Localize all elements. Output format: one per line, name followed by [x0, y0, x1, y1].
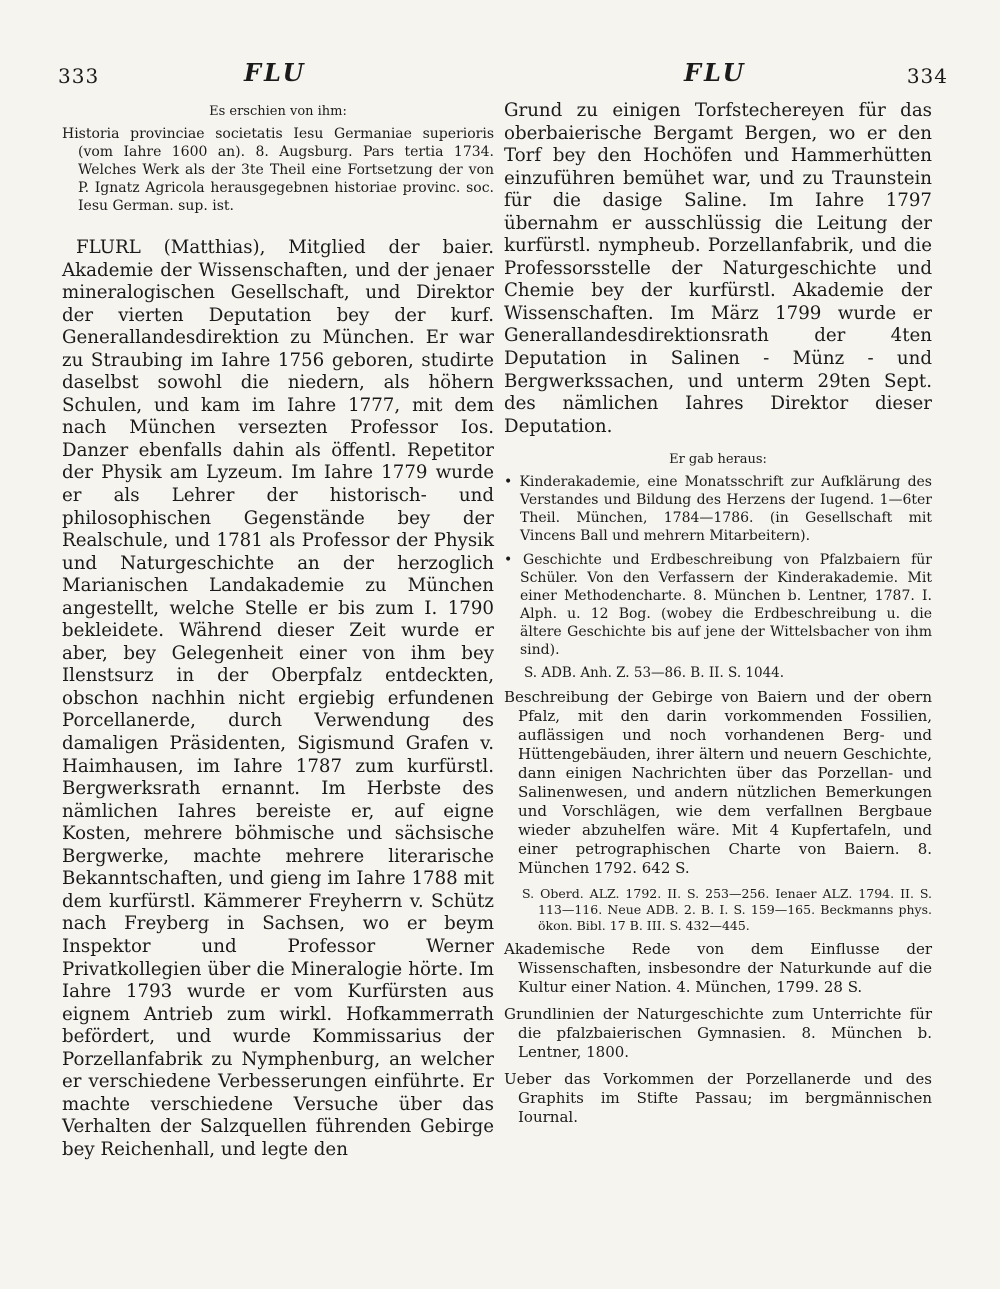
- biography-continuation: Grund zu einigen Torfstechereyen für das oberbaierische Bergamt Bergen, wo er den Torf bey den Hochöfen und Hammerhütten einzuführen bemühet war, und zu Traunstein für die dasige Saline. Im Iahre 1797 übernahm er ausschlüssig die Leitung der kurfürstl. nympheub. Porzellanfabrik, und die Professorsstelle der Naturgeschichte und Chemie bey der kurfürstl. Akademie der Wissenschaften. Im März 1799 wurde er Generallandesdirektionsrath der 4ten Deputation in Salinen - Münz - und Bergwerkssachen, und unterm 29ten Sept. des nämlichen Iahres Direktor dieser Deputation.: [504, 100, 932, 437]
- flurl-biography: FLURL (Matthias), Mitglied der baier. Akademie der Wissenschaften, und der jenaer mineralogischen Gesellschaft, und Direktor der vierten Deputation bey der kurf. Generallandesdirektion zu München. Er war zu Straubing im Iahre 1756 geboren, studirte daselbst sowohl die niedern, als höhern Schulen, und kam im Iahre 1777, mit dem nach München versezten Professor Ios. Danzer ebenfalls dahin als öffentl. Repetitor der Physik am Lyzeum. Im Iahre 1779 wurde er als Lehrer der historisch- und philosophischen Gegenstände bey der Realschule, und 1781 als Professor der Physik und Naturgeschichte an der herzoglich Marianischen Landakademie zu München angestellt, welche Stelle er bis zum I. 1790 bekleidete. Während dieser Zeit wurde er aber, bey Gelegenheit einer von ihm bey Ilenstsurz in der Oberpfalz entdeckten, obschon nachhin nicht ergiebig erfundenen Porcellanerde, durch Verwendung des damaligen Präsidenten, Sigismund Grafen v. Haimhausen, im Iahre 1787 zum kurfürstl. Bergwerksrath ernannt. Im Herbste des nämlichen Iahres bereiste er, auf eigne Kosten, mehrere böhmische und sächsische Bergwerke, machte mehrere literarische Bekanntschaften, und gieng im Iahre 1788 mit dem kurfürstl. Kämmerer Freyherrn v. Schütz nach Freyberg in Sachsen, wo er beym Inspektor und Professor Werner Privatkollegien über die Mineralogie hörte. Im Iahre 1793 wurde er vom Kurfürsten aus eignem Antrieb zum wirkl. Hofkammerrath befördert, und wurde Kommissarius der Porzellanfabrik zu Nymphenburg, an welcher er verschiedene Verbesserungen einführte. Er machte verschiedene Versuche über das Verhalten der Salzquellen führenden Gebirge bey Reichenhall, und legte den: [62, 237, 494, 1160]
- work-kinderakademie: • Kinderakademie, eine Monatsschrift zur Aufklärung des Verstandes und Bildung des Herzens der Iugend. 1—6ter Theil. München, 1784—1786. (in Gesellschaft mit Vincens Ball und mehrern Mitarbeitern).: [504, 474, 932, 545]
- left-running-head: FLU: [244, 58, 307, 87]
- right-page-number: 334: [906, 64, 948, 88]
- work-porzellanerde-graphit: Ueber das Vorkommen der Porzellanerde und des Graphits im Stifte Passau; im bergmännischen Iournal.: [504, 1070, 932, 1127]
- left-column: [62, 100, 494, 1161]
- work-akademische-rede: Akademische Rede von dem Einflusse der Wissenschaften, insbesondre der Naturkunde auf die Kultur einer Nation. 4. München, 1799. 28 S.: [504, 940, 932, 997]
- reference-reviews: S. Oberd. ALZ. 1792. II. S. 253—256. Ienaer ALZ. 1794. II. S. 113—116. Neue ADB. 2. B. I. S. 159—165. Beckmanns phys. ökon. Bibl. 17 B. III. S. 432—445.: [522, 886, 932, 934]
- left-page-number: 333: [58, 64, 100, 88]
- work-geschichte-erdbeschreibung: • Geschichte und Erdbeschreibung von Pfalzbaiern für Schüler. Von den Verfassern der Kinderakademie. Mit einer Methodencharte. 8. München b. Lentner, 1787. I. Alph. u. 12 Bog. (wobey die Erdbeschreibung u. die ältere Geschichte bis auf jene der Wittelsbacher von ihm sind).: [504, 552, 932, 659]
- work-beschreibung-gebirge: Beschreibung der Gebirge von Baiern und der obern Pfalz, mit den darin vorkommenden Fossilien, auflässigen und noch vorhandenen Berg- und Hüttengebäuden, ihrer ältern und neuern Geschichte, dann einigen Nachrichten über das Porzellan- und Salinenwesen, und andern nützlichen Bemerkungen und Vorschlägen, wie dem verfallnen Bergbaue wieder abzuhelfen wäre. Mit 4 Kupfertafeln, und einer petrographischen Charte von Baiern. 8. München 1792. 642 S.: [504, 688, 932, 878]
- right-running-head: FLU: [684, 58, 747, 87]
- right-column: [504, 100, 932, 1135]
- reference-adb: S. ADB. Anh. Z. 53—86. B. II. S. 1044.: [524, 665, 785, 682]
- right-subheading: Er gab heraus:: [669, 452, 767, 468]
- historia-entry: Historia provinciae societatis Iesu Germaniae superioris (vom Iahre 1600 an). 8. Augsburg. Pars tertia 1734. Welches Werk als der 3te Theil eine Fortsetzung der von P. Ignatz Agricola herausgegebnen historiae provinc. soc. Iesu German. sup. ist.: [62, 126, 494, 214]
- work-grundlinien: Grundlinien der Naturgeschichte zum Unterrichte für die pfalzbaierischen Gymnasien. 8. München b. Lentner, 1800.: [504, 1005, 932, 1062]
- left-subheading: Es erschien von ihm:: [209, 104, 347, 119]
